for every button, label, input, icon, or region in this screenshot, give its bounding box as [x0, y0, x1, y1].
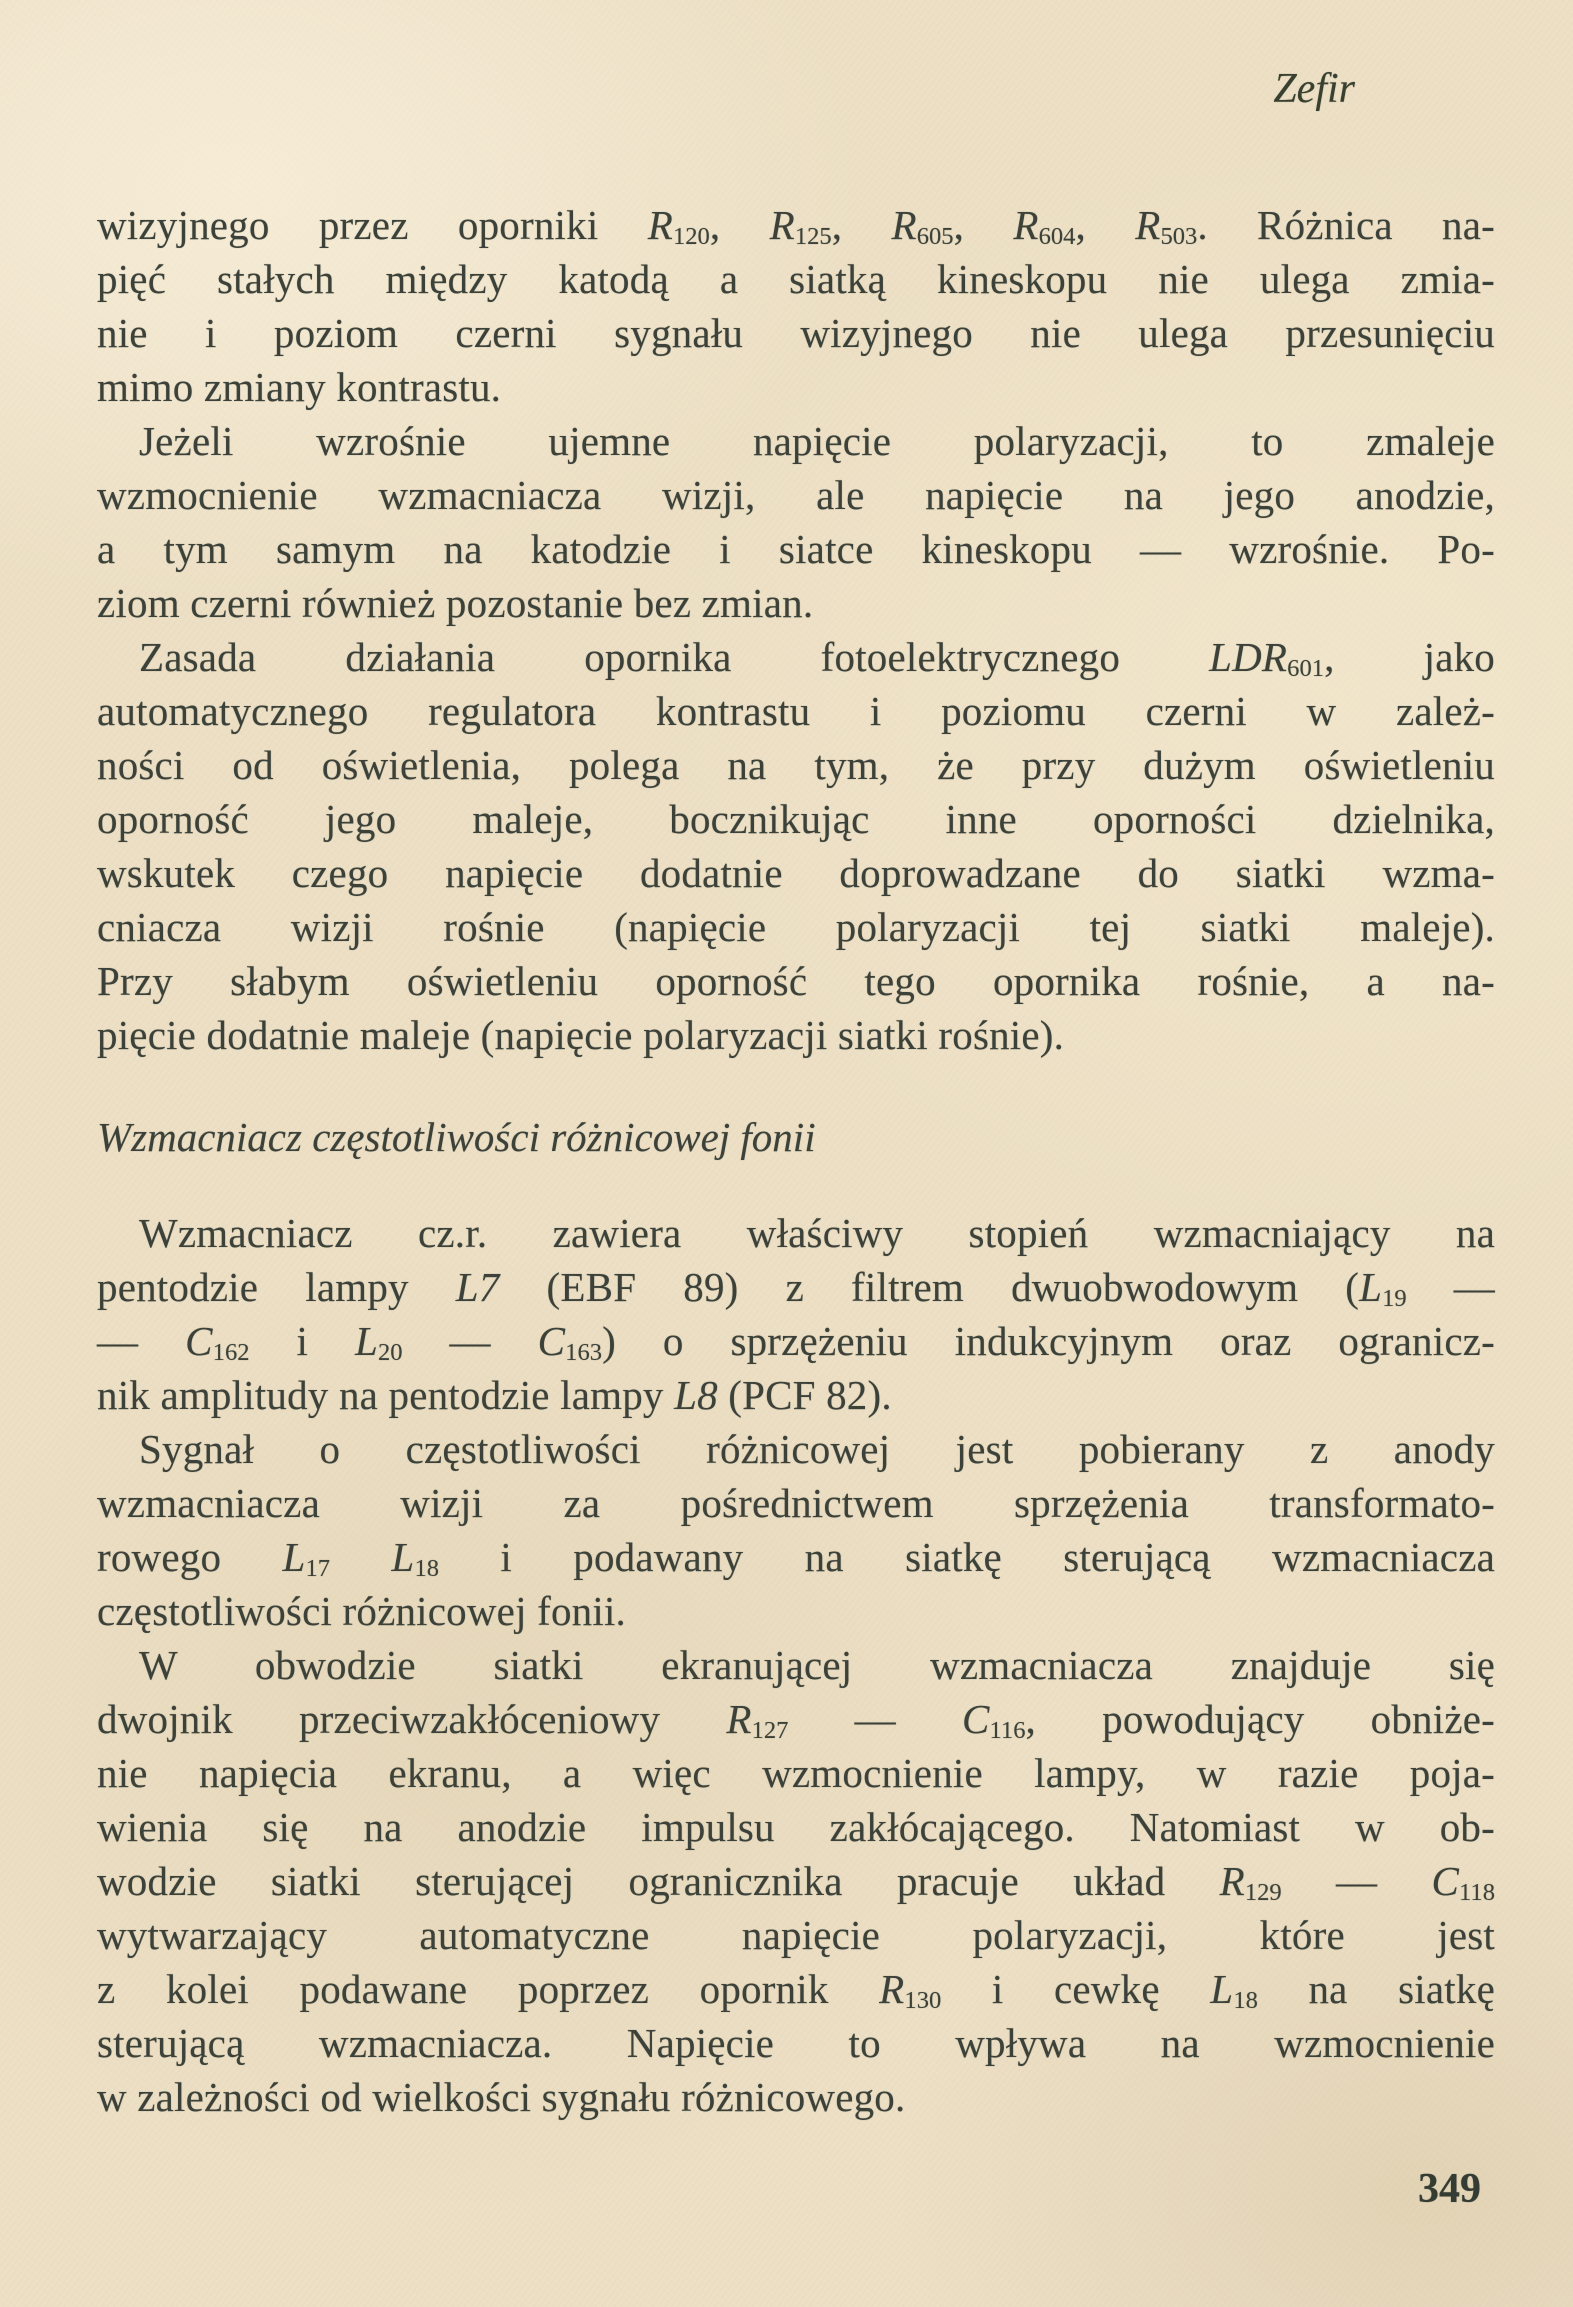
text-run: Wzmacniacz cz.r. zawiera właściwy stopień wzmacniający na [139, 1210, 1495, 1256]
text-run: nik amplitudy na pentodzie lampy [97, 1372, 675, 1418]
text-run: — [1281, 1858, 1432, 1904]
component-reference: 116 [989, 1717, 1026, 1745]
text-run: i cewkę [941, 1966, 1211, 2012]
text-run: wskutek czego napięcie dodatnie doprowadzane do siatki wzma- [97, 850, 1495, 896]
text-run: , jako [1324, 634, 1495, 680]
text-run: wizyjnego przez oporniki [97, 202, 648, 248]
text-line [97, 792, 1495, 846]
component-reference: 129 [1244, 1879, 1282, 1907]
component-reference: 18 [1233, 1987, 1258, 2015]
component-reference: R [726, 1696, 752, 1742]
component-reference: 125 [794, 223, 832, 251]
section-heading: Wzmacniacz częstotliwości różnicowej fonii [97, 1114, 816, 1160]
page-content [97, 198, 1495, 2124]
component-reference: C [537, 1318, 566, 1364]
text-line [97, 576, 1495, 630]
text-line [97, 198, 1495, 252]
text-line [97, 1854, 1495, 1908]
text-line [97, 252, 1495, 306]
text-run: cniacza wizji rośnie (napięcie polaryzacji tej siatki maleje). [97, 904, 1495, 950]
text-line [97, 1746, 1495, 1800]
text-run: , powodujący obniże- [1025, 1696, 1496, 1742]
component-reference: 118 [1459, 1879, 1495, 1907]
text-run: wzmacniacza wizji za pośrednictwem sprzężenia transformato- [97, 1480, 1495, 1526]
text-line [97, 1314, 1495, 1368]
component-reference: L [391, 1534, 415, 1580]
component-reference: R [891, 202, 917, 248]
text-run: rowego [97, 1534, 283, 1580]
component-reference: 17 [305, 1555, 331, 1583]
text-run: (EBF 89) z filtrem dwuobwodowym ( [499, 1264, 1360, 1310]
text-line [97, 360, 1495, 414]
text-run: nie napięcia ekranu, a więc wzmocnienie lampy, w razie poja- [97, 1750, 1495, 1796]
component-reference: 20 [378, 1339, 403, 1367]
paragraph [97, 1638, 1495, 2124]
text-line [97, 306, 1495, 360]
component-reference: 130 [904, 1987, 942, 2015]
text-run [330, 1534, 391, 1580]
text-run: (PCF 82). [717, 1372, 892, 1418]
text-run: Sygnał o częstotliwości różnicowej jest pobierany z anody [139, 1426, 1495, 1472]
text-line [97, 1530, 1495, 1584]
text-run: nie i poziom czerni sygnału wizyjnego nie ulega przesunięciu [97, 310, 1495, 356]
text-run: Przy słabym oświetleniu oporność tego opornika rośnie, a na- [97, 958, 1495, 1004]
text-run: Jeżeli wzrośnie ujemne napięcie polaryzacji, to zmaleje [139, 418, 1495, 464]
text-run: z kolei podawane poprzez opornik [97, 1966, 880, 2012]
text-run: , [1075, 202, 1136, 248]
text-run: w zależności od wielkości sygnału różnicowego. [97, 2074, 906, 2120]
text-line [97, 630, 1495, 684]
text-run: pięcie dodatnie maleje (napięcie polaryzacji siatki rośnie). [97, 1012, 1065, 1058]
component-reference: 163 [565, 1339, 603, 1367]
text-run: W obwodzie siatki ekranującej wzmacniacza znajduje się [139, 1642, 1495, 1688]
page-number: 349 [1418, 2166, 1481, 2212]
component-reference: R [879, 1966, 905, 2012]
component-reference: C [185, 1318, 213, 1364]
text-line [97, 1638, 1495, 1692]
component-reference: L [354, 1318, 378, 1364]
text-line [97, 1692, 1495, 1746]
text-run: — [788, 1696, 962, 1742]
component-reference: 503 [1160, 223, 1198, 251]
text-line [97, 2016, 1495, 2070]
text-line [97, 900, 1495, 954]
text-run: wienia się na anodzie impulsu zakłócającego. Natomiast w ob- [97, 1804, 1495, 1850]
text-run: oporność jego maleje, bocznikując inne oporności dzielnika, [97, 796, 1495, 842]
text-run: mimo zmiany kontrastu. [97, 364, 502, 410]
text-run: ności od oświetlenia, polega na tym, że przy dużym oświetleniu [97, 742, 1495, 788]
text-run: pięć stałych między katodą a siatką kineskopu nie ulega zmia- [97, 256, 1495, 302]
component-reference: C [1431, 1858, 1460, 1904]
text-run: częstotliwości różnicowej fonii. [97, 1588, 626, 1634]
text-line [97, 738, 1495, 792]
text-run: — [1406, 1264, 1495, 1310]
text-line [97, 414, 1495, 468]
text-run: ziom czerni również pozostanie bez zmian. [97, 580, 814, 626]
running-head: Zefir [1273, 66, 1355, 112]
text-line [97, 954, 1495, 1008]
component-reference: 120 [672, 223, 710, 251]
component-reference: L [1210, 1966, 1234, 2012]
component-reference: 601 [1287, 655, 1325, 683]
component-reference: R [1219, 1858, 1245, 1904]
component-reference: 605 [916, 223, 954, 251]
text-run: , [709, 202, 770, 248]
text-line [97, 468, 1495, 522]
text-line [97, 1206, 1495, 1260]
paragraph [97, 414, 1495, 630]
text-run: i [249, 1318, 355, 1364]
text-run: automatycznego regulatora kontrastu i poziomu czerni w zależ- [97, 688, 1495, 734]
text-run: na siatkę [1257, 1966, 1495, 2012]
paragraph [97, 1422, 1495, 1638]
text-line [97, 684, 1495, 738]
text-line [97, 1368, 1495, 1422]
text-run: , [953, 202, 1014, 248]
text-run: wodzie siatki sterującej ogranicznika pracuje układ [97, 1858, 1220, 1904]
text-line [97, 1800, 1495, 1854]
paragraph [97, 198, 1495, 414]
component-reference: C [961, 1696, 990, 1742]
text-line [97, 1422, 1495, 1476]
component-reference: L [1359, 1264, 1383, 1310]
component-reference: R [1135, 202, 1161, 248]
component-reference: 604 [1038, 223, 1076, 251]
component-reference: 19 [1382, 1285, 1407, 1313]
text-run: a tym samym na katodzie i siatce kineskopu — wzrośnie. Po- [97, 526, 1495, 572]
text-run: sterującą wzmacniacza. Napięcie to wpływa na wzmocnienie [97, 2020, 1495, 2066]
text-run: — [402, 1318, 538, 1364]
text-line [97, 1908, 1495, 1962]
paragraph [97, 1206, 1495, 1422]
text-line [97, 2070, 1495, 2124]
text-run: ) o sprzężeniu indukcyjnym oraz ogranicz- [602, 1318, 1495, 1364]
component-reference: 18 [414, 1555, 440, 1583]
component-reference: 127 [751, 1717, 789, 1745]
text-line [97, 522, 1495, 576]
text-run: pentodzie lampy [97, 1264, 456, 1310]
text-run: . Różnica na- [1197, 202, 1496, 248]
component-reference: 162 [212, 1339, 250, 1367]
text-line [97, 1008, 1495, 1062]
component-reference: R [647, 202, 673, 248]
component-reference: LDR [1209, 634, 1288, 680]
text-line [97, 1584, 1495, 1638]
paragraph [97, 630, 1495, 1062]
component-reference: R [1013, 202, 1039, 248]
component-reference: L [282, 1534, 306, 1580]
component-reference: R [769, 202, 795, 248]
text-line [97, 1476, 1495, 1530]
text-run: , [831, 202, 892, 248]
component-reference: L7 [455, 1264, 500, 1310]
text-run: wytwarzający automatyczne napięcie polaryzacji, które jest [97, 1912, 1495, 1958]
text-line [97, 846, 1495, 900]
text-line [97, 1962, 1495, 2016]
text-run: dwojnik przeciwzakłóceniowy [97, 1696, 727, 1742]
text-line [97, 1260, 1495, 1314]
component-reference: L8 [674, 1372, 718, 1418]
text-run: Zasada działania opornika fotoelektrycznego [139, 634, 1210, 680]
text-run: — [97, 1318, 186, 1364]
text-run: wzmocnienie wzmacniacza wizji, ale napięcie na jego anodzie, [97, 472, 1495, 518]
text-run: i podawany na siatkę sterującą wzmacniacza [439, 1534, 1495, 1580]
